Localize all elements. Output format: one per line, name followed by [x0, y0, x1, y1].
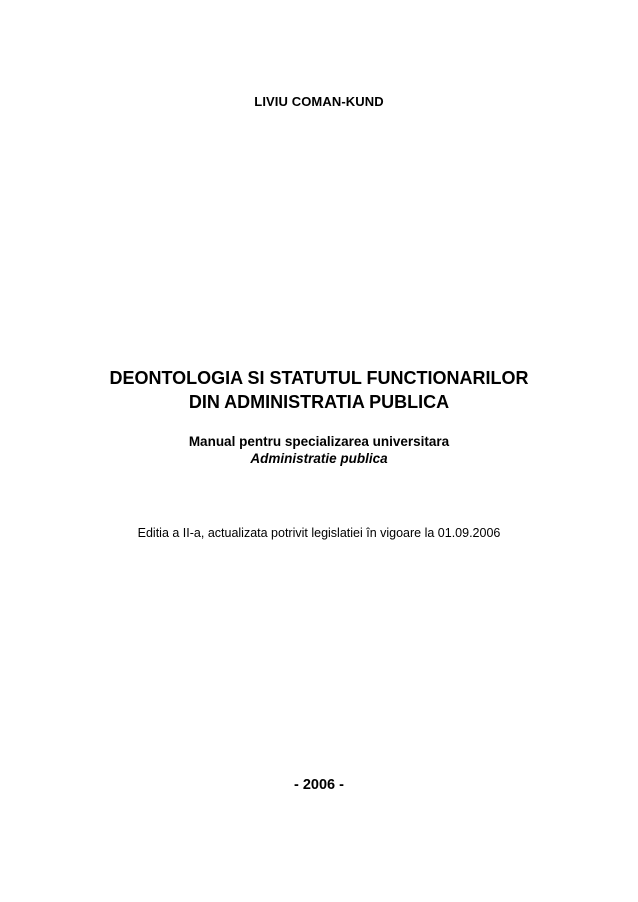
book-title — [0, 366, 638, 414]
book-title-line-1: DEONTOLOGIA SI STATUTUL FUNCTIONARILOR — [109, 368, 529, 388]
book-subtitle — [0, 433, 638, 467]
subtitle-line-1: Manual pentru specializarea universitara — [188, 434, 450, 449]
subtitle-line-2: Administratie publica — [250, 451, 388, 466]
edition-note: Editia a II-a, actualizata potrivit legislatiei în vigoare la 01.09.2006 — [137, 526, 501, 540]
book-title-line-2: DIN ADMINISTRATIA PUBLICA — [188, 392, 450, 412]
author-name: LIVIU COMAN-KUND — [254, 94, 384, 109]
publication-year: - 2006 - — [294, 777, 344, 793]
